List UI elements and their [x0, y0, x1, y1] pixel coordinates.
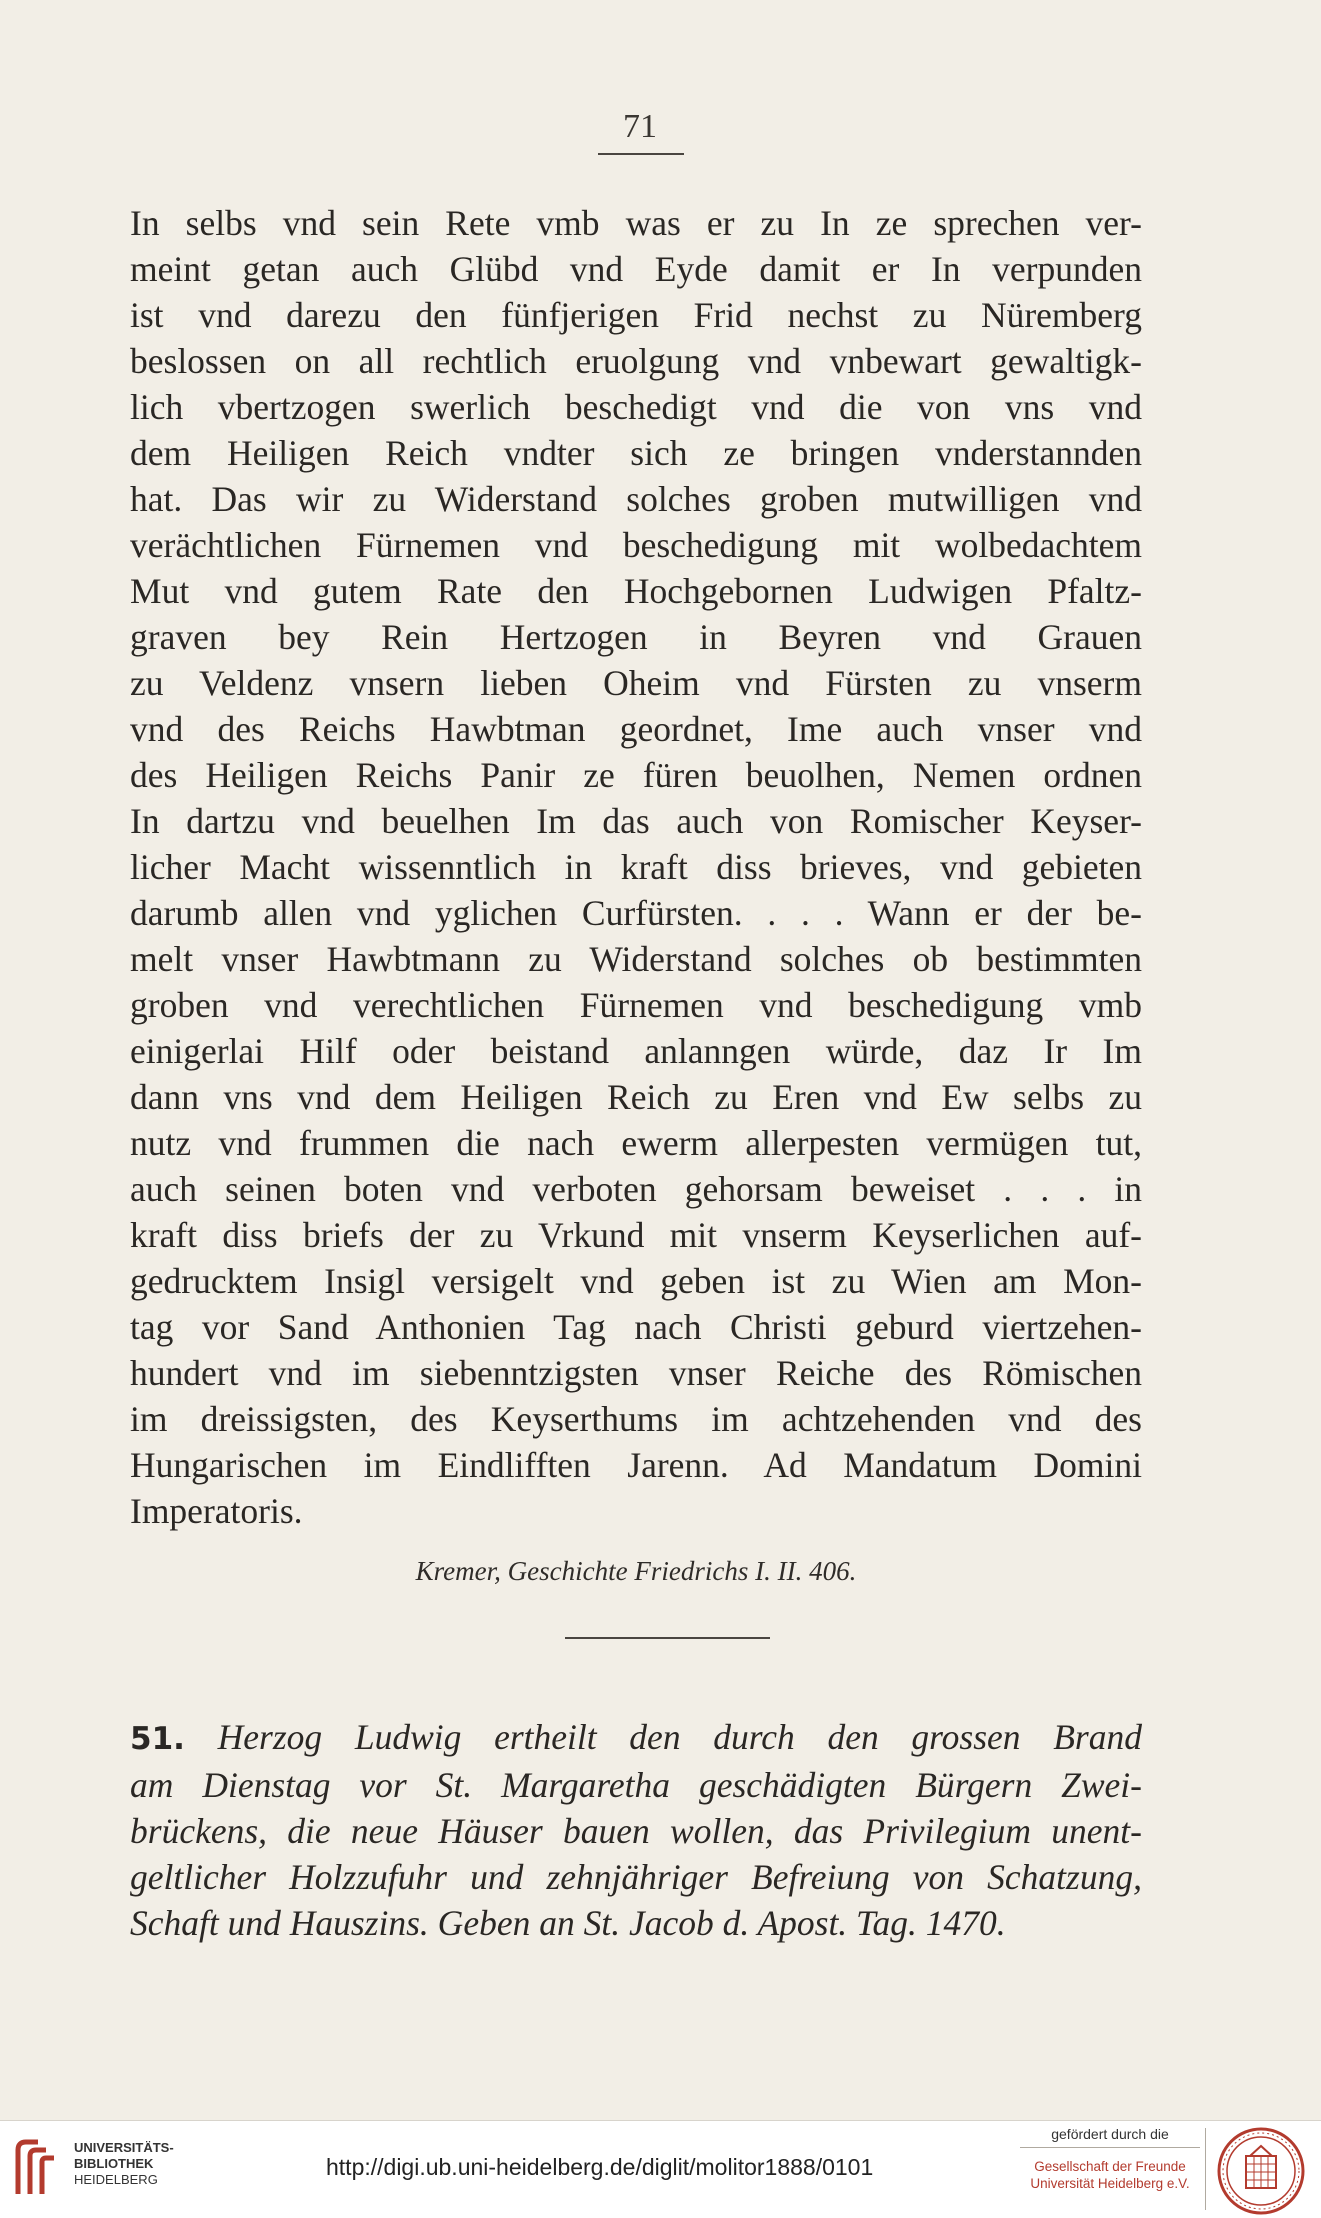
body-line: kraft diss briefs der zu Vrkund mit vnserm Keyserlichen auf-	[130, 1215, 1142, 1255]
entry-line	[130, 1714, 1142, 1762]
body-line: ist vnd darezu den fünfjerigen Frid nechst zu Nüremberg	[130, 295, 1142, 335]
library-name-line2: BIBLIOTHEK	[74, 2156, 154, 2171]
library-name-line1: UNIVERSITÄTS-	[74, 2140, 174, 2155]
entry-line-text: Herzog Ludwig ertheilt den durch den grossen Brand	[217, 1717, 1142, 1757]
entry-line: geltlicher Holzzufuhr und zehnjähriger Befreiung von Schatzung,	[130, 1857, 1142, 1897]
sponsor-divider	[1020, 2147, 1200, 2148]
body-line: lich vbertzogen swerlich beschedigt vnd die von vns vnd	[130, 387, 1142, 427]
page-number-rule	[598, 153, 684, 155]
body-line: In dartzu vnd beuelhen Im das auch von Romischer Keyser-	[130, 801, 1142, 841]
body-line: dann vns vnd dem Heiligen Reich zu Eren vnd Ew selbs zu	[130, 1077, 1142, 1117]
body-line: beslossen on all rechtlich eruolgung vnd vnbewart gewaltigk-	[130, 341, 1142, 381]
entry-number: 51.	[130, 1721, 185, 1757]
body-line: tag vor Sand Anthonien Tag nach Christi geburd viertzehen-	[130, 1307, 1142, 1347]
body-line: nutz vnd frummen die nach ewerm allerpesten vermügen tut,	[130, 1123, 1142, 1163]
body-line: darumb allen vnd yglichen Curfürsten. . . . Wann er der be-	[130, 893, 1142, 933]
body-line: hat. Das wir zu Widerstand solches groben mutwilligen vnd	[130, 479, 1142, 519]
document-body	[130, 200, 1142, 1534]
body-line: graven bey Rein Hertzogen in Beyren vnd Grauen	[130, 617, 1142, 657]
sponsor-label: gefördert durch die	[1051, 2126, 1169, 2142]
entry-line: brückens, die neue Häuser bauen wollen, das Privilegium unent-	[130, 1811, 1142, 1851]
sponsor-name	[1020, 2158, 1200, 2192]
page-number: 71	[623, 108, 657, 145]
body-line: verächtlichen Fürnemen vnd beschedigung mit wolbedachtem	[130, 525, 1142, 565]
permalink-url[interactable]: http://digi.ub.uni-heidelberg.de/diglit/molitor1888/0101	[326, 2154, 874, 2180]
body-line: groben vnd verechtlichen Fürnemen vnd beschedigung vmb	[130, 985, 1142, 1025]
sponsor-vertical-rule	[1205, 2128, 1206, 2210]
entry-line: am Dienstag vor St. Margaretha geschädigten Bürgern Zwei-	[130, 1765, 1142, 1805]
body-line: vnd des Reichs Hawbtman geordnet, Ime auch vnser vnd	[130, 709, 1142, 749]
body-line: melt vnser Hawbtmann zu Widerstand solches ob bestimmten	[130, 939, 1142, 979]
body-line: In selbs vnd sein Rete vmb was er zu In ze sprechen ver-	[130, 203, 1142, 243]
document-entry-heading	[130, 1714, 1142, 1946]
body-line: Imperatoris.	[130, 1491, 303, 1531]
body-line: Mut vnd gutem Rate den Hochgebornen Ludwigen Pfaltz-	[130, 571, 1142, 611]
university-seal-icon	[1216, 2126, 1306, 2216]
university-library-logo-icon	[12, 2136, 68, 2200]
university-library-name	[74, 2140, 194, 2188]
body-line: im dreissigsten, des Keyserthums im achtzehenden vnd des	[130, 1399, 1142, 1439]
body-line: auch seinen boten vnd verboten gehorsam beweiset . . . in	[130, 1169, 1142, 1209]
body-line: hundert vnd im siebenntzigsten vnser Reiche des Römischen	[130, 1353, 1142, 1393]
body-line: licher Macht wissenntlich in kraft diss brieves, vnd gebieten	[130, 847, 1142, 887]
body-line: meint getan auch Glübd vnd Eyde damit er In verpunden	[130, 249, 1142, 289]
body-line: Hungarischen im Eindlifften Jarenn. Ad Mandatum Domini	[130, 1445, 1142, 1485]
sponsor-name-line1: Gesellschaft der Freunde	[1034, 2159, 1186, 2174]
body-line: des Heiligen Reichs Panir ze füren beuolhen, Nemen ordnen	[130, 755, 1142, 795]
body-line: gedrucktem Insigl versigelt vnd geben ist zu Wien am Mon-	[130, 1261, 1142, 1301]
library-name-line3: HEIDELBERG	[74, 2172, 158, 2187]
body-line: dem Heiligen Reich vndter sich ze bringen vnderstannden	[130, 433, 1142, 473]
section-separator	[565, 1637, 770, 1639]
entry-line: Schaft und Hauszins. Geben an St. Jacob d. Apost. Tag. 1470.	[130, 1903, 1006, 1943]
body-line: zu Veldenz vnsern lieben Oheim vnd Fürsten zu vnserm	[130, 663, 1142, 703]
sponsor-name-line2: Universität Heidelberg e.V.	[1030, 2176, 1190, 2191]
source-citation: Kremer, Geschichte Friedrichs I. II. 406.	[415, 1556, 857, 1586]
body-line: einigerlai Hilf oder beistand anlanngen würde, daz Ir Im	[130, 1031, 1142, 1071]
